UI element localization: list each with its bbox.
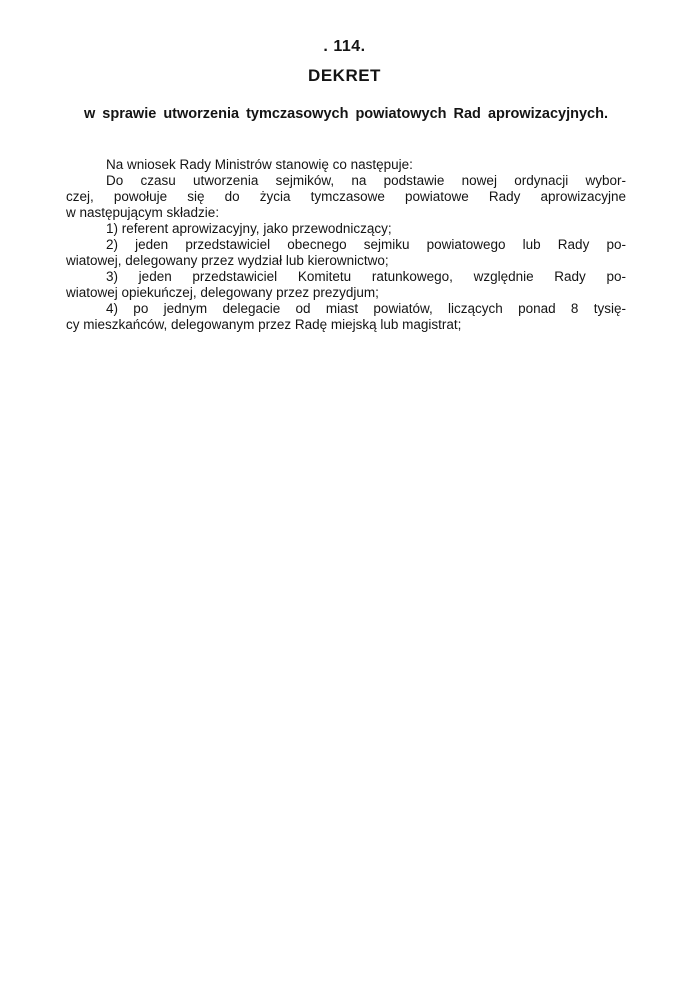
decree-title: DEKRET (308, 66, 381, 85)
list-item-2-cont: wiatowej, delegowany przez wydział lub kierownictwo; (66, 253, 389, 268)
list-item-4-cont: cy mieszkańców, delegowanym przez Radę miejską lub magistrat; (66, 317, 462, 332)
decree-number: . 114. (323, 38, 366, 55)
body-line-3: czej, powołuje się do życia tymczasowe powiatowe Rady aprowizacyjne (66, 189, 626, 204)
list-item-4: 4) po jednym delegacie od miast powiatów, liczących ponad 8 tysię- (106, 301, 626, 316)
list-item-2: 2) jeden przedstawiciel obecnego sejmiku powiatowego lub Rady po- (106, 237, 626, 252)
body-line-2: Do czasu utworzenia sejmików, na podstawie nowej ordynacji wybor- (106, 173, 626, 188)
list-item-3: 3) jeden przedstawiciel Komitetu ratunkowego, względnie Rady po- (106, 269, 626, 284)
list-item-3-cont: wiatowej opiekuńczej, delegowany przez prezydjum; (66, 285, 379, 300)
body-line-4: w następującym składzie: (66, 205, 220, 220)
body-line-1: Na wniosek Rady Ministrów stanowię co następuje: (106, 157, 413, 172)
decree-subtitle: w sprawie utworzenia tymczasowych powiatowych Rad aprowizacyjnych. (83, 106, 609, 122)
list-item-1: 1) referent aprowizacyjny, jako przewodniczący; (106, 221, 392, 236)
